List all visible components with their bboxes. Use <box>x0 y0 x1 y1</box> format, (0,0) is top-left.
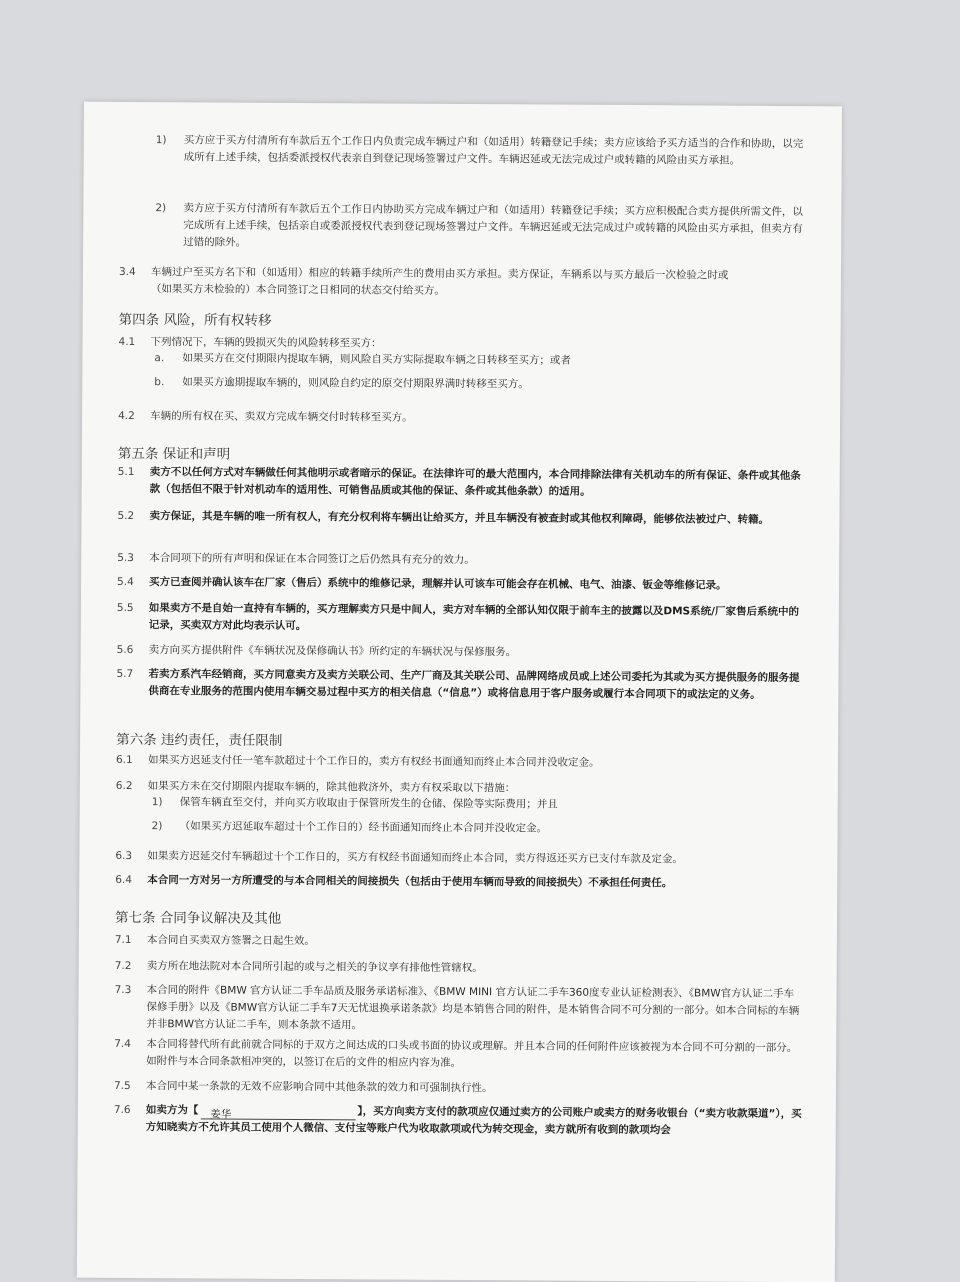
item-text: 保管车辆直至交付，并向买方收取由于保管所发生的仓储、保险等实际费用；并且 <box>179 796 558 811</box>
item-number: 2) <box>155 202 167 215</box>
item-number: 1) <box>151 796 163 809</box>
item-text: 买方应于买方付清所有车款后五个工作日内负责完成车辆过户和（如适用）转籍登记手续；卖方应该给予买方适当的合作和协助，以完成所有上述手续，包括委派授权代表亲自到登记现场签署过户文件。车辆迟延或无法完成过户或转籍的风险由买方承担。 <box>183 134 804 167</box>
clause-number: 5.3 <box>117 551 134 564</box>
clause-text: 若卖方系汽车经销商，买方同意卖方及卖方关联公司、生产厂商及其关联公司、品牌网络成员或上述公司委托为其或为买方提供服务的服务提供商在专业服务的范围内使用车辆交易过程中买方的相关信息（“信息”）或将信息用于客户服务或履行本合同项下的或法定的义务。 <box>148 668 800 701</box>
item-text: 如果买方在交付期限内提取车辆，则风险自买方实际提取车辆之日转移至买方；或者 <box>182 352 571 367</box>
clause-number: 5.1 <box>117 465 135 478</box>
clause-text: 本合同自买卖双方签署之日起生效。 <box>146 934 315 948</box>
clause-3-4 <box>119 264 749 302</box>
clause-text: 如果卖方不是自始一直持有车辆的，买方理解卖方只是中间人，卖方对车辆的全部认知仅限于前车主的披露以及DMS系统/厂家售后系统中的记录，买卖双方对此均表示认可。 <box>148 602 800 633</box>
clause-text: 如果卖方迟延交付车辆超过十个工作日的，买方有权经书面通知而终止本合同，卖方得返还买方已支付车款及定金。 <box>147 850 683 866</box>
clause-7-5 <box>114 1078 804 1099</box>
clause-text: 本合同项下的所有声明和保证在本合同签订之后仍然具有充分的效力。 <box>149 552 475 567</box>
clause-text: 本合同中某一条款的无效不应影响合同中其他条款的效力和可强制执行性。 <box>145 1080 493 1095</box>
clause-prefix: 如卖方为【 <box>145 1104 199 1117</box>
clause-text: 卖方向买方提供附件《车辆状况及保修确认书》所约定的车辆状况与保修服务。 <box>148 644 517 659</box>
seller-name: 姜华 <box>210 1108 232 1121</box>
clause-number: 6.1 <box>115 753 133 766</box>
item-text: 如果买方逾期提取车辆的，则风险自约定的原交付期限界满时转移至买方。 <box>182 376 529 391</box>
clause-5-1 <box>118 464 808 502</box>
section-title: 第六条 违约责任，责任限制 <box>116 731 283 749</box>
clause-text: 本合同的附件《BMW 官方认证二手车品质及服务承诺标准》、《BMW MINI 官方认证二手车360度专业认证检测表》、《BMW官方认证二手车保修手册》以及《BMW官方认证二手车7天无忧退换承诺条款》均是本销售合同的附件，是本销售合同不可分割的一部分。如本合同标的车辆并非BMW官方认证二手车，则本条款不适用。 <box>146 984 800 1032</box>
clause-number: 7.3 <box>114 983 132 996</box>
list-item <box>152 794 792 815</box>
clause-number: 7.6 <box>113 1103 131 1116</box>
section-title: 第七条 合同争议解决及其他 <box>114 909 282 927</box>
clause-number: 4.1 <box>118 335 136 349</box>
clause-number: 7.2 <box>114 959 132 972</box>
item-number: 2) <box>151 820 163 833</box>
item-text: 卖方应于买方付清所有车款后五个工作日内协助买方完成车辆过户和（如适用）转籍登记手续；买方应积极配合卖方提供所需文件，以完成所有上述手续，包括亲自或委派授权代表到登记现场签署过户文件。车辆迟延或无法完成过户或转籍的风险由买方承担，但卖方有过错的除外。 <box>183 202 803 249</box>
clause-7-4 <box>114 1036 804 1074</box>
clause-text: 下列情况下，车辆的毁损灭失的风险转移至买方： <box>150 336 382 350</box>
clause-6-4 <box>115 872 805 893</box>
clause-text: 车辆的所有权在买、卖双方完成车辆交付时转移至买方。 <box>150 410 413 424</box>
item-number: b. <box>154 376 165 389</box>
list-item <box>156 132 806 170</box>
seller-name-field <box>200 1106 355 1120</box>
clause-7-1 <box>115 932 805 953</box>
list-item <box>155 200 805 255</box>
list-item <box>154 374 774 395</box>
clause-number: 5.2 <box>117 509 135 522</box>
clause-text: 本合同将替代所有此前就合同标的于双方之间达成的口头或书面的协议或理解。并且本合同的任何附件应该被视为本合同不可分割的一部分。如附件与本合同条款相冲突的，以签订在后的文件的相应内容为准。 <box>146 1038 798 1070</box>
clause-4-2 <box>118 408 768 429</box>
clause-number: 6.2 <box>115 779 133 792</box>
clause-number: 5.4 <box>117 575 134 588</box>
section-title: 第四条 风险，所有权转移 <box>118 311 272 329</box>
clause-number: 4.2 <box>118 409 135 423</box>
list-item <box>152 818 792 839</box>
clause-7-6 <box>114 1102 804 1140</box>
clause-number: 7.5 <box>113 1079 131 1092</box>
clause-text: 买方已查阅并确认该车在厂家（售后）系统中的维修记录，理解并认可该车可能会存在机械、电气、油漆、钣金等维修记录。 <box>149 576 727 592</box>
list-item <box>154 350 774 371</box>
clause-number: 3.4 <box>118 265 136 279</box>
contract-page <box>77 102 842 1282</box>
clause-5-3 <box>117 550 807 571</box>
clause-text: 如果买方未在交付期限内提取车辆的，除其他救济外，卖方有权采取以下措施： <box>147 780 516 795</box>
clause-5-4 <box>117 574 807 595</box>
clause-text: 车辆过户至买方名下和（如适用）相应的转籍手续所产生的费用由买方承担。卖方保证，车辆系以与买方最后一次检验之时或（如果买方未检验的）本合同签订之日相同的状态交付给买方。 <box>150 266 729 297</box>
clause-text: 卖方不以任何方式对车辆做任何其他明示或者暗示的保证。在法律许可的最大范围内，本合同排除法律有关机动车的所有保证、条件或其他条款（包括但不限于针对机动车的适用性、可销售品质或其他的保证、条件或其他条款）的适用。 <box>149 466 801 498</box>
clause-5-6 <box>117 642 807 663</box>
clause-text: 卖方所在地法院对本合同所引起的或与之相关的争议享有排他性管辖权。 <box>146 960 483 975</box>
clause-number: 5.7 <box>116 667 134 680</box>
clause-number: 7.1 <box>114 933 132 946</box>
clause-5-7 <box>116 666 806 704</box>
clause-7-2 <box>115 958 805 979</box>
clause-number: 5.5 <box>116 601 134 614</box>
clause-number: 5.6 <box>116 643 134 656</box>
clause-text: 本合同一方对另一方所遭受的与本合同相关的间接损失（包括由于使用车辆而导致的间接损失）不承担任何责任。 <box>147 874 673 890</box>
clause-text: 如果买方迟延支付任一笔车款超过十个工作日的，卖方有权经书面通知而终止本合同并没收定金。 <box>147 754 600 769</box>
clause-number: 6.3 <box>115 849 133 862</box>
clause-6-1 <box>116 752 806 773</box>
item-text: （如果买方迟延取车超过十个工作日的）经书面通知而终止本合同并没收定金。 <box>179 820 548 835</box>
section-title: 第五条 保证和声明 <box>117 445 231 463</box>
clause-number: 6.4 <box>115 873 132 886</box>
clause-5-5 <box>117 600 807 638</box>
clause-5-2 <box>117 508 807 529</box>
item-number: a. <box>154 352 165 365</box>
clause-text: 卖方保证，其是车辆的唯一所有权人，有充分权利将车辆出让给买方，并且车辆没有被查封或其他权利障碍，能够依法被过户、转籍。 <box>149 510 770 526</box>
clause-7-3 <box>114 982 804 1037</box>
clause-suffix: 】，买方向卖方支付的款项应仅通过卖方的公司账户或卖方的财务收银台（“卖方收款渠道”），买方知晓卖方不允许其员工使用个人微信、支付宝等账户代为收取款项或代为转交现金，卖方就所有收到的款项均会 <box>145 1105 802 1137</box>
clause-number: 7.4 <box>114 1037 131 1050</box>
clause-6-3 <box>115 848 805 869</box>
item-number: 1) <box>155 134 167 147</box>
